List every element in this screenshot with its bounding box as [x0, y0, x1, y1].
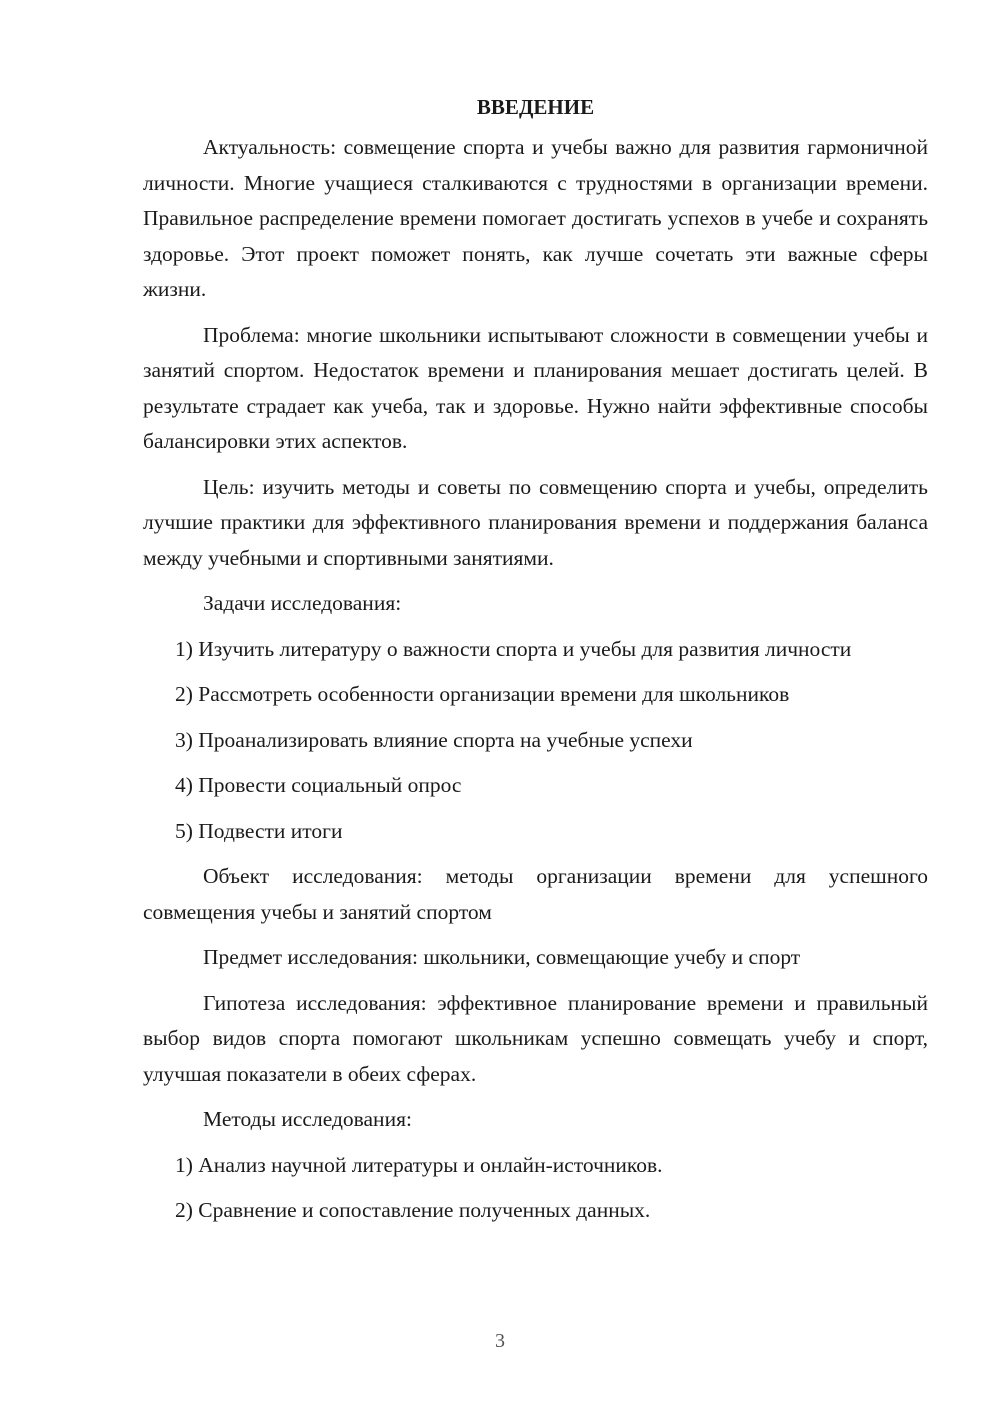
method-item-1: 1) Анализ научной литературы и онлайн-источников. — [175, 1152, 663, 1177]
task-item-5: 5) Подвести итоги — [175, 818, 343, 843]
problem-paragraph: Проблема: многие школьники испытывают сложности в совмещении учебы и занятий спортом. Недостаток времени и планирования мешает достигать целей. В результате страдает как учеба, так и здоровье. Нужно найти эффективные способы балансировки этих аспектов. — [143, 322, 928, 453]
task-item-4: 4) Провести социальный опрос — [175, 773, 462, 797]
method-item-2: 2) Сравнение и сопоставление полученных данных. — [175, 1198, 651, 1222]
page-title: ВВЕДЕНИЕ — [476, 95, 595, 119]
relevance-paragraph: Актуальность: совмещение спорта и учебы важно для развития гармоничной личности. Многие учащиеся сталкиваются с трудностями в организации времени. Правильное распределение времени помогает достигать успехов в учебе и сохранять здоровье. Этот проект поможет понять, как лучше сочетать эти важные сферы жизни. — [143, 135, 928, 301]
task-item-1: 1) Изучить литературу о важности спорта и учебы для развития личности — [175, 636, 852, 661]
hypothesis-paragraph: Гипотеза исследования: эффективное планирование времени и правильный выбор видов спорта помогают школьникам успешно совмещать учебу и спорт, улучшая показатели в обеих сферах. — [143, 990, 928, 1086]
subject-paragraph: Предмет исследования: школьники, совмещающие учебу и спорт — [203, 945, 801, 969]
goal-paragraph: Цель: изучить методы и советы по совмещению спорта и учебы, определить лучшие практики для эффективного планирования времени и поддержания баланса между учебными и спортивными занятиями. — [143, 474, 928, 570]
tasks-heading: Задачи исследования: — [203, 591, 402, 615]
object-paragraph: Объект исследования: методы организации времени для успешного совмещения учебы и занятий спортом — [143, 864, 928, 924]
page-content — [143, 92, 928, 1239]
task-item-2: 2) Рассмотреть особенности организации времени для школьников — [175, 682, 790, 706]
task-item-3: 3) Проанализировать влияние спорта на учебные успехи — [175, 727, 693, 752]
page-number: 3 — [495, 1330, 505, 1352]
methods-heading: Методы исследования: — [203, 1107, 412, 1131]
